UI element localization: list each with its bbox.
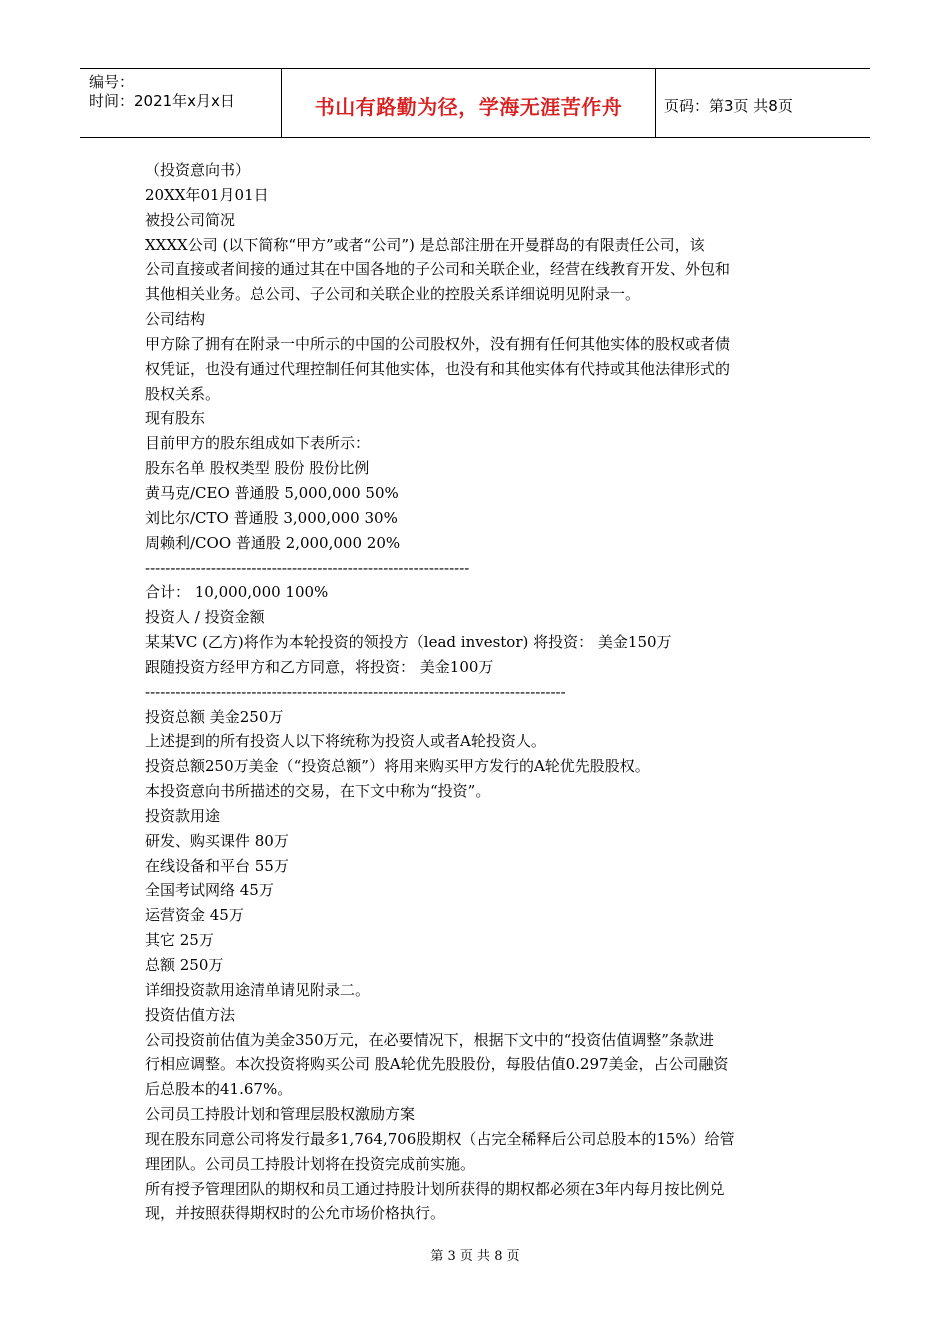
text-line: 公司员工持股计划和管理层股权激励方案 — [145, 1105, 416, 1124]
header-number-label: 编号： — [89, 73, 135, 91]
text-line: 理团队。公司员工持股计划将在投资完成前实施。 — [145, 1154, 476, 1173]
text-line: 公司直接或者间接的通过其在中国各地的子公司和关联企业，经营在线教育开发、外包和 — [145, 260, 731, 279]
text-line: 权凭证，也没有通过代理控制任何其他实体，也没有和其他实体有代持或其他法律形式的 — [145, 359, 731, 378]
text-line: 后总股本的41.67%。 — [145, 1080, 293, 1099]
text-line: 详细投资款用途清单请见附录二。 — [145, 980, 371, 999]
text-line: 本投资意向书所描述的交易，在下文中称为“投资”。 — [145, 782, 491, 801]
text-line: 某某VC (乙方)将作为本轮投资的领投方（lead investor) 将投资： 美金150万 — [145, 633, 672, 652]
text-line: 公司投资前估值为美金350万元，在必要情况下，根据下文中的“投资估值调整”条款进 — [145, 1030, 714, 1049]
text-line: 运营资金 45万 — [145, 906, 244, 925]
text-line: 上述提到的所有投资人以下将统称为投资人或者A轮投资人。 — [145, 732, 546, 751]
header-date: 时间：2021年x月x日 — [89, 92, 235, 110]
text-line: （投资意向书） — [145, 161, 251, 179]
text-line: 现有股东 — [145, 409, 206, 428]
text-line: 现，并按照获得期权时的公允市场价格执行。 — [145, 1204, 446, 1223]
text-line: 合计： 10,000,000 100% — [145, 583, 329, 602]
text-line: 投资总额 美金250万 — [145, 707, 284, 726]
text-line: 总额 250万 — [145, 956, 224, 974]
text-line: 投资人 / 投资金额 — [145, 608, 265, 627]
text-line: 研发、购买课件 80万 — [145, 831, 289, 850]
text-line: 其他相关业务。总公司、子公司和关联企业的控股关系详细说明见附录一。 — [145, 285, 641, 304]
header-page-info — [656, 69, 870, 137]
text-line: 所有授予管理团队的期权和员工通过持股计划所获得的期权都必须在3年内每月按比例兑 — [145, 1179, 725, 1198]
text-line: 黄马克/CEO 普通股 5,000,000 50% — [145, 483, 399, 502]
text-line: 投资估值方法 — [145, 1005, 236, 1024]
text-line: 股东名单 股权类型 股份 股份比例 — [145, 459, 370, 478]
separator-line: ----------------------------------------------------------------------------------- — [145, 682, 566, 701]
header-motto — [282, 69, 656, 137]
text-line: 全国考试网络 45万 — [145, 881, 274, 900]
document-body — [145, 158, 810, 1226]
text-line: 现在股东同意公司将发行最多1,764,706股期权（占完全稀释后公司总股本的15%）给管 — [145, 1129, 735, 1148]
text-line: 公司结构 — [145, 310, 206, 329]
text-line: 投资总额250万美金（“投资总额”）将用来购买甲方发行的A轮优先股股权。 — [145, 757, 650, 776]
text-line: 投资款用途 — [145, 806, 221, 825]
text-line: 20XX年01月01日 — [145, 185, 269, 204]
page-info-text: 页码：第3页 共8页 — [664, 96, 793, 115]
page-footer — [0, 1245, 950, 1264]
text-line: XXXX公司 (以下简称“甲方”或者“公司”) 是总部注册在开曼群岛的有限责任公司，该 — [145, 235, 705, 254]
text-line: 刘比尔/CTO 普通股 3,000,000 30% — [145, 508, 398, 527]
motto-text: 书山有路勤为径，学海无涯苦作舟 — [314, 94, 623, 119]
text-line: 股权关系。 — [145, 384, 221, 403]
text-line: 其它 25万 — [145, 931, 214, 950]
text-line: 跟随投资方经甲方和乙方同意，将投资： 美金100万 — [145, 657, 494, 676]
text-line: 周赖利/COO 普通股 2,000,000 20% — [145, 533, 401, 552]
text-line: 被投公司简况 — [145, 210, 236, 229]
header-meta — [80, 69, 282, 137]
text-line: 目前甲方的股东组成如下表所示： — [145, 434, 371, 453]
footer-page-number: 第 3 页 共 8 页 — [430, 1249, 520, 1264]
text-line: 在线设备和平台 55万 — [145, 856, 289, 875]
text-line: 甲方除了拥有在附录一中所示的中国的公司股权外，没有拥有任何其他实体的股权或者债 — [145, 334, 731, 353]
separator-line: ---------------------------------------------------------------- — [145, 558, 470, 577]
text-line: 行相应调整。本次投资将购买公司 股A轮优先股股份，每股估值0.297美金，占公司融资 — [145, 1055, 729, 1074]
page-header — [80, 68, 870, 138]
